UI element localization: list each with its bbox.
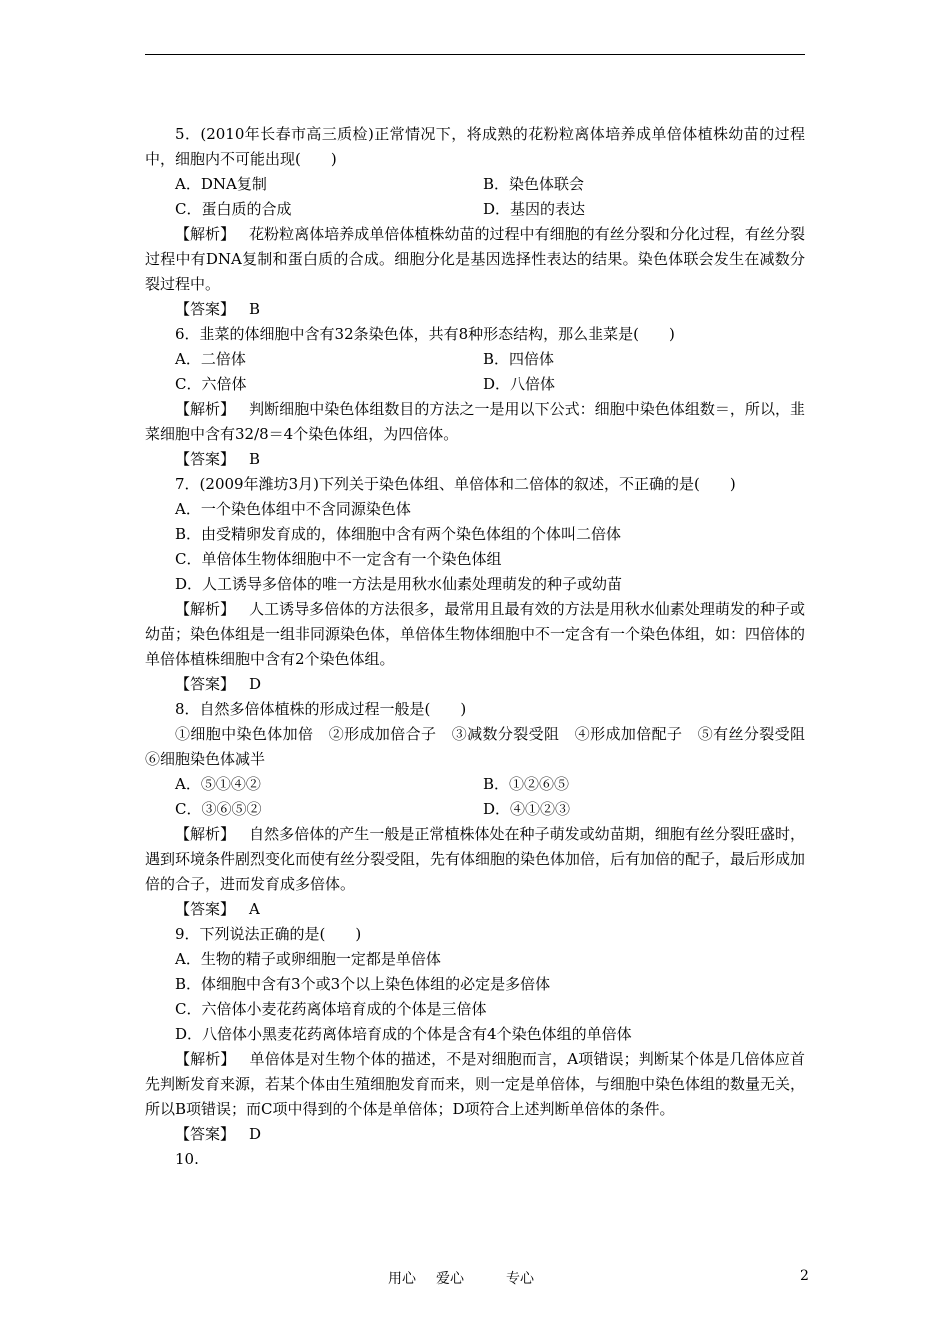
- q8-option-c: C．③⑥⑤②: [175, 800, 262, 818]
- q7-analysis-text: 人工诱导多倍体的方法很多，最常用且最有效的方法是用秋水仙素处理萌发的种子或幼苗；染色体组是一组非同源染色体，单倍体生物体细胞中不一定含有一个染色体组，如：四倍体的单倍体植株细胞中含有2个染色体组。: [145, 600, 806, 668]
- q8-option-a: A．⑤①④②: [175, 775, 261, 793]
- q9-answer-value: D: [249, 1125, 262, 1143]
- header-rule: [145, 54, 805, 55]
- q9-option-d: D．八倍体小黑麦花药离体培育成的个体是含有4个染色体组的单倍体: [175, 1025, 632, 1043]
- q8-answer-value: A: [249, 900, 260, 918]
- q7-option-a: A．一个染色体组中不含同源染色体: [175, 500, 411, 518]
- q8-analysis-text: 自然多倍体的产生一般是正常植株体处在种子萌发或幼苗期，细胞有丝分裂旺盛时，遇到环境条件剧烈变化而使有丝分裂受阻，先有体细胞的染色体加倍，后有加倍的配子，最后形成加倍的合子，进而发育成多倍体。: [145, 825, 806, 893]
- document-body: [145, 122, 821, 1172]
- q9-analysis-label: 【解析】: [175, 1050, 236, 1068]
- q5-analysis-text: 花粉粒离体培养成单倍体植株幼苗的过程中有细胞的有丝分裂和分化过程，有丝分裂过程中有DNA复制和蛋白质的合成。细胞分化是基因选择性表达的结果。染色体联会发生在减数分裂过程中。: [145, 225, 805, 293]
- q6-analysis: [145, 397, 805, 447]
- q8-analysis-label: 【解析】: [175, 825, 236, 843]
- q6-answer: [145, 447, 805, 472]
- q5-option-b: B．染色体联会: [483, 175, 585, 193]
- q5-options-row-2: [145, 197, 805, 222]
- q5-answer-label: 【答案】: [175, 300, 236, 318]
- q6-option-a: A．二倍体: [175, 350, 246, 368]
- q9-answer: [145, 1122, 805, 1147]
- q6-option-d: D．八倍体: [483, 375, 556, 393]
- q6-analysis-label: 【解析】: [175, 400, 236, 418]
- q7-option-b: B．由受精卵发育成的，体细胞中含有两个染色体组的个体叫二倍体: [175, 525, 622, 543]
- q8-options-row-2: [145, 797, 805, 822]
- q6-analysis-text: 判断细胞中染色体组数目的方法之一是用以下公式：细胞中染色体组数＝，所以，韭菜细胞中含有32/8＝4个染色体组，为四倍体。: [145, 400, 805, 443]
- q9-stem: 9．下列说法正确的是( ): [175, 925, 362, 943]
- footer-motto-2: 爱心: [436, 1271, 464, 1287]
- q5-options-row-1: [145, 172, 805, 197]
- q9-analysis-text: 单倍体是对生物个体的描述，不是对细胞而言，A项错误；判断某个体是几倍体应首先判断发育来源，若某个体由生殖细胞发育而来，则一定是单倍体，与细胞中染色体组的数量无关，所以B项错误；而C项中得到的个体是单倍体；D项符合上述判断单倍体的条件。: [145, 1050, 806, 1118]
- q6-option-b: B．四倍体: [483, 350, 555, 368]
- q7-analysis: [145, 597, 805, 672]
- q5-stem: 5．(2010年长春市高三质检)正常情况下，将成熟的花粉粒离体培养成单倍体植株幼苗的过程中，细胞内不可能出现( ): [145, 125, 805, 168]
- q7-analysis-label: 【解析】: [175, 600, 236, 618]
- q6-stem: 6．韭菜的体细胞中含有32条染色体，共有8种形态结构，那么韭菜是( ): [175, 325, 675, 343]
- q10-stem: 10.: [175, 1150, 199, 1168]
- q8-option-b: B．①②⑥⑤: [483, 775, 570, 793]
- q9-analysis: [145, 1047, 805, 1122]
- q9-option-c: C．六倍体小麦花药离体培育成的个体是三倍体: [175, 1000, 487, 1018]
- q9-option-b: B．体细胞中含有3个或3个以上染色体组的必定是多倍体: [175, 975, 551, 993]
- q8-items: ①细胞中染色体加倍 ②形成加倍合子 ③减数分裂受阻 ④形成加倍配子 ⑤有丝分裂受阻 ⑥细胞染色体减半: [145, 725, 821, 768]
- q5-analysis-label: 【解析】: [175, 225, 236, 243]
- page-number: 2: [800, 1268, 809, 1284]
- q6-answer-label: 【答案】: [175, 450, 236, 468]
- footer-motto-3: 专心: [506, 1271, 534, 1287]
- q7-answer-label: 【答案】: [175, 675, 236, 693]
- q6-answer-value: B: [249, 450, 261, 468]
- q9-answer-label: 【答案】: [175, 1125, 236, 1143]
- q6-options-row-1: [145, 347, 805, 372]
- q7-stem: 7．(2009年潍坊3月)下列关于染色体组、单倍体和二倍体的叙述，不正确的是( ): [175, 475, 736, 493]
- q6-options-row-2: [145, 372, 805, 397]
- footer-motto-1: 用心: [388, 1271, 416, 1287]
- q5-analysis: [145, 222, 805, 297]
- q7-answer-value: D: [249, 675, 262, 693]
- q6-option-c: C．六倍体: [175, 375, 247, 393]
- q7-option-d: D．人工诱导多倍体的唯一方法是用秋水仙素处理萌发的种子或幼苗: [175, 575, 623, 593]
- q8-answer-label: 【答案】: [175, 900, 236, 918]
- q8-analysis: [145, 822, 805, 897]
- q7-option-c: C．单倍体生物体细胞中不一定含有一个染色体组: [175, 550, 502, 568]
- q7-answer: [145, 672, 805, 697]
- q5-option-c: C．蛋白质的合成: [175, 200, 292, 218]
- q5-answer: [145, 297, 805, 322]
- q8-answer: [145, 897, 805, 922]
- q5-answer-value: B: [249, 300, 261, 318]
- q8-stem: 8．自然多倍体植株的形成过程一般是( ): [175, 700, 467, 718]
- q9-option-a: A．生物的精子或卵细胞一定都是单倍体: [175, 950, 441, 968]
- q5-option-a: A．DNA复制: [175, 175, 267, 193]
- q5-option-d: D．基因的表达: [483, 200, 586, 218]
- q8-option-d: D．④①②③: [483, 800, 571, 818]
- q8-options-row-1: [145, 772, 805, 797]
